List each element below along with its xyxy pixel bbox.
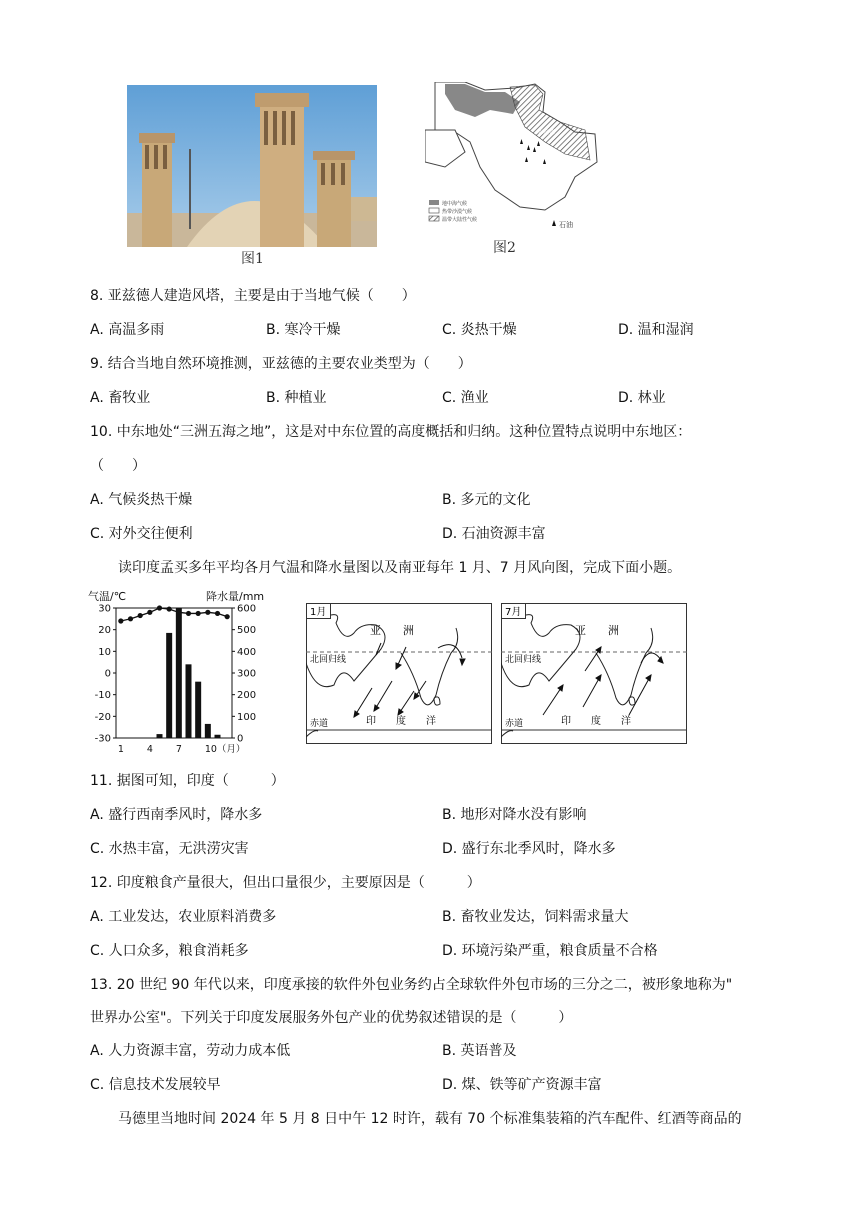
q10-option-a: A. 气候炎热干燥	[90, 492, 193, 508]
q12-option-a: A. 工业发达，农业原料消费多	[90, 909, 277, 925]
q13-option-c: C. 信息技术发展较早	[90, 1077, 221, 1093]
chart-left-axis-label: 气温/℃	[88, 590, 127, 603]
left-tick-label: -10	[94, 690, 111, 702]
left-tick-label: 10	[98, 646, 111, 658]
temperature-point	[128, 616, 133, 621]
q10-option-b: B. 多元的文化	[442, 492, 531, 508]
right-tick-label: 100	[237, 711, 257, 723]
left-tick-label: -20	[94, 711, 111, 723]
q13-option-a: A. 人力资源丰富，劳动力成本低	[90, 1043, 291, 1059]
jan-ocean-label: 印 度 洋	[366, 716, 436, 727]
q11-option-c: C. 水热丰富，无洪涝灾害	[90, 841, 249, 857]
precip-bar	[186, 664, 192, 738]
jul-title: 7月	[505, 607, 522, 618]
left-tick-label: 20	[98, 625, 111, 637]
x-tick-label: 4	[146, 744, 153, 755]
x-tick-label: 1	[117, 744, 124, 755]
left-tick-label: 30	[98, 603, 111, 615]
left-tick-label: 0	[104, 668, 111, 680]
question-12-stem: 12. 印度粮食产量很大，但出口量很少，主要原因是（ ）	[90, 875, 481, 891]
question-10-blank: （ ）	[90, 458, 146, 474]
x-tick-label: 7	[175, 744, 182, 755]
chart-right-axis-label: 降水量/mm	[206, 590, 265, 603]
precip-bar	[166, 633, 172, 738]
right-tick-label: 500	[237, 625, 257, 637]
jan-equator-label: 赤道	[310, 719, 329, 729]
right-tick-label: 0	[237, 733, 244, 745]
q12-option-d: D. 环境污染严重，粮食质量不合格	[442, 943, 658, 959]
madrid-paragraph: 马德里当地时间 2024 年 5 月 8 日中午 12 时许，载有 70 个标准集装箱的汽车配件、红酒等商品的	[118, 1111, 742, 1127]
q8-option-a: A. 高温多雨	[90, 322, 165, 338]
temperature-point	[138, 613, 143, 618]
precip-bar	[205, 724, 211, 738]
q10-option-c: C. 对外交往便利	[90, 526, 193, 542]
q12-option-b: B. 畜牧业发达，饲料需求量大	[442, 909, 629, 925]
q10-option-d: D. 石油资源丰富	[442, 526, 546, 542]
wind-map-july	[501, 603, 687, 744]
jul-tropic-label: 北回归线	[505, 655, 542, 665]
temperature-point	[225, 614, 230, 619]
q11-option-a: A. 盛行西南季风时，降水多	[90, 807, 263, 823]
jul-asia-label: 亚 洲	[575, 624, 619, 637]
precip-bar	[157, 734, 163, 738]
temperature-point	[186, 611, 191, 616]
question-10-stem: 10. 中东地处“三洲五海之地”，这是对中东位置的高度概括和归纳。这种位置特点说明中东地区：	[90, 424, 692, 440]
precip-bar	[195, 682, 201, 738]
jul-equator-label: 赤道	[505, 719, 524, 729]
q9-option-d: D. 林业	[618, 390, 666, 406]
x-tick-label: 10（月）	[204, 744, 246, 755]
precip-bar	[176, 608, 182, 738]
right-tick-label: 200	[237, 690, 257, 702]
temperature-point	[118, 618, 123, 623]
jan-title: 1月	[310, 607, 327, 618]
left-tick-label: -30	[94, 733, 111, 745]
q8-option-c: C. 炎热干燥	[442, 322, 517, 338]
legend-desert: 热带沙漠气候	[442, 209, 473, 215]
q13-option-b: B. 英语普及	[442, 1043, 517, 1059]
q9-option-a: A. 畜牧业	[90, 390, 151, 406]
map-label-yazd: 亚兹德	[537, 129, 556, 136]
temperature-point	[196, 611, 201, 616]
q9-option-c: C. 渔业	[442, 390, 489, 406]
q11-option-b: B. 地形对降水没有影响	[442, 807, 587, 823]
temperature-line	[121, 608, 227, 621]
legend-continental: 温带大陆性气候	[442, 217, 478, 223]
question-9-stem: 9. 结合当地自然环境推测，亚兹德的主要农业类型为（ ）	[90, 356, 472, 372]
mumbai-climate-chart	[86, 586, 296, 758]
wind-tower-photo	[127, 85, 377, 247]
figure-1-caption: 图1	[241, 251, 264, 267]
temperature-point	[167, 606, 172, 611]
temperature-point	[215, 611, 220, 616]
q8-option-b: B. 寒冷干燥	[266, 322, 341, 338]
jan-asia-label: 亚 洲	[370, 624, 414, 637]
legend-mediterranean: 地中海气候	[442, 201, 468, 207]
middle-east-climate-map	[425, 82, 600, 232]
right-tick-label: 600	[237, 603, 257, 615]
temperature-point	[176, 610, 181, 615]
temperature-point	[205, 610, 210, 615]
question-13-stem: 13. 20 世纪 90 年代以来，印度承接的软件外包业务约占全球软件外包市场的三分之二，被形象地称为"	[90, 977, 733, 993]
india-intro-paragraph: 读印度孟买多年平均各月气温和降水量图以及南亚每年 1 月、7 月风向图，完成下面小题。	[118, 560, 682, 576]
wind-map-january	[306, 603, 492, 744]
q13-option-d: D. 煤、铁等矿产资源丰富	[442, 1077, 602, 1093]
right-tick-label: 300	[237, 668, 257, 680]
question-8-stem: 8. 亚兹德人建造风塔，主要是由于当地气候（ ）	[90, 288, 416, 304]
jul-ocean-label: 印 度 洋	[561, 716, 631, 727]
q8-option-d: D. 温和湿润	[618, 322, 694, 338]
temperature-point	[147, 610, 152, 615]
jan-tropic-label: 北回归线	[310, 655, 347, 665]
figure-2-caption: 图2	[493, 240, 516, 256]
q12-option-c: C. 人口众多，粮食消耗多	[90, 943, 249, 959]
question-11-stem: 11. 据图可知，印度（ ）	[90, 773, 285, 789]
legend-oil: 石油	[559, 221, 573, 229]
question-13-stem-cont: 世界办公室"。下列关于印度发展服务外包产业的优势叙述错误的是（ ）	[90, 1010, 573, 1026]
q9-option-b: B. 种植业	[266, 390, 327, 406]
right-tick-label: 400	[237, 646, 257, 658]
q11-option-d: D. 盛行东北季风时，降水多	[442, 841, 616, 857]
